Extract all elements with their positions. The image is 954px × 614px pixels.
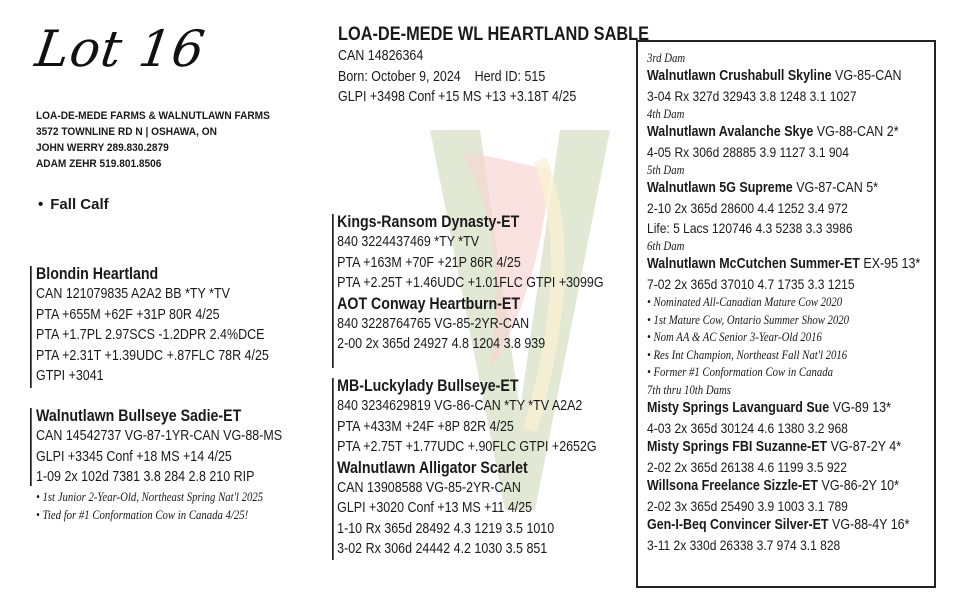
farm-contact-1: JOHN WERRY 289.830.2879 <box>36 142 169 154</box>
bullet-icon: • <box>38 196 44 213</box>
lot-title: Lot 16 <box>31 20 209 78</box>
sixth-dam-name <box>647 255 920 274</box>
dam-note: • Tied for #1 Conformation Cow in Canada 4/25! <box>36 507 249 522</box>
sixth-dam-note: • Nominated All-Canadian Mature Cow 2020 <box>647 295 843 309</box>
later-dam-name <box>647 399 920 418</box>
later-dam-name-text: Misty Springs FBI Suzanne-ET <box>647 438 828 455</box>
later-dam-name-text: Misty Springs Lavanguard Sue <box>647 399 830 416</box>
sire-of-dam-line: PTA +2.75T +1.77UDC +.90FLC GTPI +2652G <box>337 439 597 455</box>
fifth-dam-line: Life: 5 Lacs 120746 4.3 5238 3.3 3986 <box>647 220 853 236</box>
sire-line: PTA +655M +62F +31P 80R 4/25 <box>36 306 220 323</box>
later-dam-line: 2-02 2x 365d 26138 4.6 1199 3.5 922 <box>647 458 847 475</box>
animal-name: LOA-DE-MEDE WL HEARTLAND SABLE <box>338 24 650 45</box>
later-dam-name <box>647 477 920 496</box>
sixth-dam-note: • 1st Mature Cow, Ontario Summer Show 2020 <box>647 312 850 327</box>
herd-id: Herd ID: 515 <box>474 68 546 85</box>
third-dam-label: 3rd Dam <box>647 51 686 65</box>
later-dam-name <box>647 438 920 457</box>
sire-of-dam-section <box>332 376 597 560</box>
sixth-dam-line: 7-02 2x 365d 37010 4.7 1735 3.3 1215 <box>647 276 855 292</box>
later-dam-line: 3-11 2x 330d 26338 3.7 974 3.1 828 <box>647 536 841 553</box>
later-dam-name <box>647 516 920 535</box>
sixth-dam-note-text: Res Int Champion, Northeast Fall Nat'l 2016 <box>653 347 848 362</box>
sire-of-dam-line: 840 3234629819 VG-86-CAN *TY *TV A2A2 <box>337 398 583 414</box>
animal-header <box>338 24 649 108</box>
dam-line: GLPI +3345 Conf +18 MS +14 4/25 <box>36 448 232 465</box>
third-dam-name <box>647 67 920 86</box>
later-dam-line: 4-03 2x 365d 30124 4.6 1380 3.2 968 <box>647 419 848 436</box>
sixth-dam-note-text: Nominated All-Canadian Mature Cow 2020 <box>653 295 843 309</box>
farm-name: LOA-DE-MEDE FARMS & WALNUTLAWN FARMS <box>36 110 270 122</box>
pedigree-content <box>647 50 920 555</box>
farm-info <box>36 108 270 172</box>
granddam-line: GLPI +3020 Conf +13 MS +11 4/25 <box>337 500 533 516</box>
farm-address: 3572 TOWNLINE RD N | OSHAWA, ON <box>36 126 217 138</box>
fifth-dam-line: 2-10 2x 365d 28600 4.4 1252 3.4 972 <box>647 200 848 216</box>
sire-of-sire-bar <box>332 214 334 368</box>
sire-of-sire-line: PTA +2.25T +1.46UDC +1.01FLC GTPI +3099G <box>337 275 604 291</box>
sixth-dam-score: EX-95 13* <box>859 256 921 272</box>
third-dam-score: VG-85-CAN <box>831 68 902 84</box>
sixth-dam-note: • Res Int Champion, Northeast Fall Nat'l 2016 <box>647 347 848 362</box>
sixth-dam-note-text: Former #1 Conformation Cow in Canada <box>653 365 833 379</box>
fourth-dam-line: 4-05 Rx 306d 28885 3.9 1127 3.1 904 <box>647 144 849 160</box>
sire-of-sire-name: Kings-Ransom Dynasty-ET <box>337 213 520 231</box>
later-dam-score: VG-89 13* <box>829 399 891 416</box>
dam-line: CAN 14542737 VG-87-1YR-CAN VG-88-MS <box>36 428 283 444</box>
dam-section <box>30 406 282 524</box>
dam-bar <box>30 408 32 486</box>
fifth-dam-score: VG-87-CAN 5* <box>792 180 878 196</box>
sire-of-sire-section <box>332 212 604 355</box>
sire-of-dam-name: MB-Luckylady Bullseye-ET <box>337 377 519 395</box>
sixth-dam-label: 6th Dam <box>647 239 685 253</box>
later-dam-line: 2-02 3x 365d 25490 3.9 1003 3.1 789 <box>647 497 848 514</box>
granddam-line: 3-02 Rx 306d 24442 4.2 1030 3.5 851 <box>337 541 548 557</box>
dam-note-text: 1st Junior 2-Year-Old, Northeast Spring Nat'l 2025 <box>42 489 264 504</box>
sixth-dam-name-text: Walnutlawn McCutchen Summer-ET <box>647 256 860 272</box>
dam-line: 1-09 2x 102d 7381 3.8 284 2.8 210 RIP <box>36 469 255 485</box>
granddam-line: 1-10 Rx 365d 28492 4.3 1219 3.5 1010 <box>337 520 555 537</box>
animal-genomics: GLPI +3498 Conf +15 MS +13 +3.18T 4/25 <box>338 89 577 105</box>
later-dam-score: VG-88-4Y 16* <box>828 516 910 533</box>
later-dam-score: VG-86-2Y 10* <box>818 477 899 494</box>
dam-of-sire-name: AOT Conway Heartburn-ET <box>337 294 521 313</box>
later-dam-name-text: Gen-I-Beq Convincer Silver-ET <box>647 516 829 533</box>
sire-section <box>30 264 269 387</box>
born-date: Born: October 9, 2024 <box>338 68 461 85</box>
third-dam-line: 3-04 Rx 327d 32943 3.8 1248 3.1 1027 <box>647 88 857 104</box>
sire-of-sire-line: 840 3224437469 *TY *TV <box>337 234 480 250</box>
fourth-dam-name-text: Walnutlawn Avalanche Skye <box>647 124 814 140</box>
sire-of-dam-line: PTA +433M +24F +8P 82R 4/25 <box>337 418 514 435</box>
granddam-name: Walnutlawn Alligator Scarlet <box>337 458 528 477</box>
granddam-line: CAN 13908588 VG-85-2YR-CAN <box>337 479 521 496</box>
sixth-dam-note-text: 1st Mature Cow, Ontario Summer Show 2020 <box>653 312 850 327</box>
sire-name: Blondin Heartland <box>36 265 159 283</box>
dam-note: • 1st Junior 2-Year-Old, Northeast Spring Nat'l 2025 <box>36 489 264 504</box>
farm-contact-2: ADAM ZEHR 519.801.8506 <box>36 158 162 170</box>
pedigree-box <box>636 40 936 588</box>
sire-of-sire-line: PTA +163M +70F +21P 86R 4/25 <box>337 254 521 271</box>
later-dam-score: VG-87-2Y 4* <box>827 438 902 455</box>
later-dams-label: 7th thru 10th Dams <box>647 382 731 397</box>
calf-type-label: Fall Calf <box>50 196 109 213</box>
calf-type <box>38 196 109 213</box>
fourth-dam-score: VG-88-CAN 2* <box>813 124 899 140</box>
third-dam-name-text: Walnutlawn Crushabull Skyline <box>647 68 832 84</box>
sire-line: PTA +2.31T +1.39UDC +.87FLC 78R 4/25 <box>36 347 269 364</box>
sire-line: CAN 121079835 A2A2 BB *TY *TV <box>36 286 230 302</box>
fifth-dam-name <box>647 179 920 198</box>
sixth-dam-note-text: Nom AA & AC Senior 3-Year-Old 2016 <box>653 330 822 344</box>
fifth-dam-label: 5th Dam <box>647 163 685 177</box>
sire-line: PTA +1.7PL 2.97SCS -1.2DPR 2.4%DCE <box>36 327 265 343</box>
sire-line: GTPI +3041 <box>36 368 104 384</box>
dam-note-text: Tied for #1 Conformation Cow in Canada 4/25! <box>42 507 249 522</box>
sire-of-dam-bar <box>332 378 334 560</box>
sixth-dam-note: • Former #1 Conformation Cow in Canada <box>647 365 833 379</box>
fourth-dam-name <box>647 123 920 142</box>
fourth-dam-label: 4th Dam <box>647 107 685 121</box>
dam-name: Walnutlawn Bullseye Sadie-ET <box>36 407 242 425</box>
dam-of-sire-line: 2-00 2x 365d 24927 4.8 1204 3.8 939 <box>337 336 546 352</box>
animal-reg: CAN 14826364 <box>338 48 424 64</box>
later-dam-name-text: Willsona Freelance Sizzle-ET <box>647 477 819 494</box>
fifth-dam-name-text: Walnutlawn 5G Supreme <box>647 180 793 196</box>
animal-born <box>338 67 649 88</box>
sixth-dam-note: • Nom AA & AC Senior 3-Year-Old 2016 <box>647 330 822 344</box>
sire-bar <box>30 266 32 388</box>
dam-of-sire-line: 840 3228764765 VG-85-2YR-CAN <box>337 315 530 332</box>
